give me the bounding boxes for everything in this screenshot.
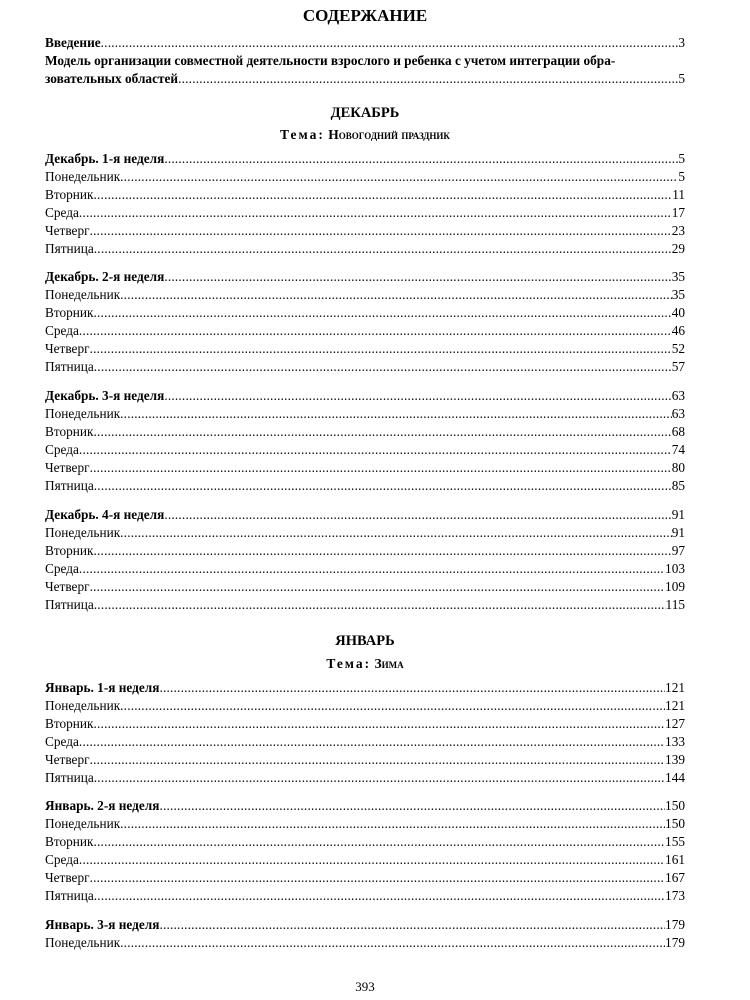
- entry-label: Вторник: [45, 187, 94, 202]
- dot-leader: [120, 934, 665, 952]
- toc-entry-intro[interactable]: [45, 34, 685, 52]
- entry-page: 35: [671, 269, 685, 284]
- entry-page: 115: [665, 597, 685, 612]
- entry-label: Декабрь. 3-я неделя: [45, 388, 165, 403]
- toc-day-entry[interactable]: [45, 286, 685, 304]
- toc-day-entry[interactable]: [45, 815, 685, 833]
- dot-leader: [79, 733, 665, 751]
- entry-page: 80: [671, 460, 685, 475]
- entry-label: Пятница: [45, 888, 94, 903]
- entry-page: 5: [678, 169, 685, 184]
- entry-page: 63: [671, 406, 685, 421]
- dot-leader: [94, 596, 666, 614]
- entry-label: Среда: [45, 852, 79, 867]
- entry-page: 35: [671, 287, 685, 302]
- toc-day-entry[interactable]: [45, 222, 685, 240]
- dot-leader: [94, 304, 672, 322]
- dot-leader: [94, 477, 672, 495]
- entry-label: Четверг: [45, 870, 90, 885]
- entry-page: 57: [671, 359, 685, 374]
- entry-label: Понедельник: [45, 698, 121, 713]
- entry-label: Понедельник: [45, 935, 121, 950]
- toc-day-entry[interactable]: [45, 560, 685, 578]
- dot-leader: [159, 797, 665, 815]
- entry-label: Январь. 2-я неделя: [45, 798, 160, 813]
- entry-page: 46: [671, 323, 685, 338]
- entry-page: 5: [678, 71, 685, 86]
- entry-page: 3: [678, 35, 685, 50]
- entry-label: Четверг: [45, 460, 90, 475]
- toc-day-entry[interactable]: [45, 358, 685, 376]
- toc-day-entry[interactable]: [45, 697, 685, 715]
- dot-leader: [94, 887, 665, 905]
- dot-leader: [79, 204, 672, 222]
- month-heading-december: ДЕКАБРЬ: [330, 105, 400, 121]
- entry-page: 85: [671, 478, 685, 493]
- entry-page: 150: [665, 816, 685, 831]
- toc-day-entry[interactable]: [45, 477, 685, 495]
- entry-page: 121: [665, 698, 685, 713]
- entry-page: 40: [671, 305, 685, 320]
- dot-leader: [79, 851, 665, 869]
- toc-day-entry[interactable]: [45, 322, 685, 340]
- toc-day-entry[interactable]: [45, 851, 685, 869]
- dot-leader: [120, 168, 678, 186]
- entry-label: Декабрь. 4-я неделя: [45, 507, 165, 522]
- entry-page: 109: [665, 579, 685, 594]
- toc-week-heading[interactable]: [45, 150, 685, 168]
- entry-page: 179: [665, 935, 685, 950]
- toc-day-entry[interactable]: [45, 833, 685, 851]
- toc-week-heading[interactable]: [45, 916, 685, 934]
- entry-page: 155: [665, 834, 685, 849]
- toc-day-entry[interactable]: [45, 405, 685, 423]
- toc-day-entry[interactable]: [45, 441, 685, 459]
- dot-leader: [79, 560, 665, 578]
- entry-label: Четверг: [45, 223, 90, 238]
- toc-day-entry[interactable]: [45, 751, 685, 769]
- entry-label: Вторник: [45, 716, 94, 731]
- entry-page: 103: [665, 561, 685, 576]
- toc-week-heading[interactable]: [45, 387, 685, 405]
- entry-label: Среда: [45, 442, 79, 457]
- toc-day-entry[interactable]: [45, 715, 685, 733]
- entry-page: 52: [671, 341, 685, 356]
- dot-leader: [94, 423, 672, 441]
- entry-page: 150: [665, 798, 685, 813]
- dot-leader: [94, 769, 665, 787]
- dot-leader: [120, 524, 672, 542]
- entry-label: Среда: [45, 205, 79, 220]
- entry-label: Пятница: [45, 597, 94, 612]
- entry-label: Пятница: [45, 478, 94, 493]
- toc-page: [45, 0, 685, 1000]
- entry-page: 63: [671, 388, 685, 403]
- dot-leader: [94, 542, 672, 560]
- entry-page: 127: [665, 716, 685, 731]
- entry-page: 139: [665, 752, 685, 767]
- theme-label: Тема:: [326, 656, 372, 671]
- theme-december: [45, 126, 685, 144]
- toc-day-entry[interactable]: [45, 733, 685, 751]
- toc-day-entry[interactable]: [45, 240, 685, 258]
- toc-day-entry[interactable]: [45, 459, 685, 477]
- toc-day-entry[interactable]: [45, 596, 685, 614]
- entry-page: 91: [671, 507, 685, 522]
- dot-leader: [101, 34, 679, 52]
- dot-leader: [90, 459, 672, 477]
- entry-page: 91: [671, 525, 685, 540]
- month-heading-january: ЯНВАРЬ: [335, 633, 395, 649]
- dot-leader: [164, 268, 671, 286]
- entry-label: Введение: [45, 35, 101, 50]
- entry-page: 121: [665, 680, 685, 695]
- entry-page: 23: [671, 223, 685, 238]
- entry-label: Январь. 1-я неделя: [45, 680, 160, 695]
- entry-label: Среда: [45, 561, 79, 576]
- dot-leader: [164, 387, 671, 405]
- dot-leader: [94, 715, 666, 733]
- dot-leader: [159, 916, 665, 934]
- entry-label: Среда: [45, 323, 79, 338]
- dot-leader: [79, 322, 672, 340]
- toc-day-entry[interactable]: [45, 168, 685, 186]
- entry-label: Январь. 3-я неделя: [45, 917, 160, 932]
- entry-label: Вторник: [45, 424, 94, 439]
- dot-leader: [164, 506, 671, 524]
- page-number: 393: [355, 979, 375, 994]
- entry-page: 144: [665, 770, 685, 785]
- dot-leader: [90, 222, 672, 240]
- theme-january: [45, 655, 685, 673]
- entry-label: Четверг: [45, 341, 90, 356]
- dot-leader: [164, 150, 678, 168]
- entry-page: 173: [665, 888, 685, 903]
- entry-label: Пятница: [45, 359, 94, 374]
- dot-leader: [90, 751, 665, 769]
- theme-label: Тема:: [280, 127, 325, 142]
- dot-leader: [79, 441, 672, 459]
- dot-leader: [94, 186, 673, 204]
- entry-label: Среда: [45, 734, 79, 749]
- entry-page: 133: [665, 734, 685, 749]
- dot-leader: [90, 340, 672, 358]
- entry-page: 17: [671, 205, 685, 220]
- theme-name: Новогодний праздник: [328, 127, 450, 142]
- entry-label: Вторник: [45, 543, 94, 558]
- entry-page: 11: [672, 187, 685, 202]
- entry-label: Вторник: [45, 834, 94, 849]
- entry-page: 5: [678, 151, 685, 166]
- dot-leader: [94, 358, 672, 376]
- dot-leader: [178, 70, 678, 88]
- entry-page: 29: [671, 241, 685, 256]
- entry-label: Пятница: [45, 241, 94, 256]
- dot-leader: [94, 833, 666, 851]
- toc-day-entry[interactable]: [45, 869, 685, 887]
- dot-leader: [120, 815, 665, 833]
- toc-day-entry[interactable]: [45, 186, 685, 204]
- toc-day-entry[interactable]: [45, 769, 685, 787]
- toc-day-entry[interactable]: [45, 578, 685, 596]
- toc-day-entry[interactable]: [45, 423, 685, 441]
- toc-day-entry[interactable]: [45, 934, 685, 952]
- entry-page: 97: [671, 543, 685, 558]
- toc-day-entry[interactable]: [45, 887, 685, 905]
- entry-label: Понедельник: [45, 287, 121, 302]
- entry-label: Пятница: [45, 770, 94, 785]
- entry-page: 161: [665, 852, 685, 867]
- entry-label: Декабрь. 2-я неделя: [45, 269, 165, 284]
- toc-day-entry[interactable]: [45, 524, 685, 542]
- toc-week-heading[interactable]: [45, 506, 685, 524]
- entry-label: Понедельник: [45, 816, 121, 831]
- toc-day-entry[interactable]: [45, 542, 685, 560]
- dot-leader: [159, 679, 665, 697]
- entry-page: 167: [665, 870, 685, 885]
- entry-page: 74: [671, 442, 685, 457]
- toc-week-heading[interactable]: [45, 268, 685, 286]
- entry-label: Вторник: [45, 305, 94, 320]
- dot-leader: [90, 578, 665, 596]
- dot-leader: [90, 869, 665, 887]
- entry-page: 68: [671, 424, 685, 439]
- entry-label: Понедельник: [45, 525, 121, 540]
- entry-label: зовательных областей: [45, 71, 179, 86]
- theme-name: Зима: [374, 656, 404, 671]
- toc-title: СОДЕРЖАНИЕ: [302, 6, 428, 25]
- toc-entry-model-line2[interactable]: [45, 70, 685, 88]
- toc-day-entry[interactable]: [45, 204, 685, 222]
- entry-label: Четверг: [45, 579, 90, 594]
- toc-week-heading[interactable]: [45, 679, 685, 697]
- entry-label: Четверг: [45, 752, 90, 767]
- dot-leader: [94, 240, 672, 258]
- entry-label: Понедельник: [45, 169, 121, 184]
- toc-day-entry[interactable]: [45, 340, 685, 358]
- entry-label: Понедельник: [45, 406, 121, 421]
- dot-leader: [120, 405, 672, 423]
- entry-label: Декабрь. 1-я неделя: [45, 151, 165, 166]
- toc-day-entry[interactable]: [45, 304, 685, 322]
- entry-page: 179: [665, 917, 685, 932]
- toc-week-heading[interactable]: [45, 797, 685, 815]
- toc-entry-model-line1[interactable]: Модель организации совместной деятельности взрослого и ребенка с учетом интеграции обра-: [45, 53, 616, 68]
- dot-leader: [120, 286, 672, 304]
- dot-leader: [120, 697, 665, 715]
